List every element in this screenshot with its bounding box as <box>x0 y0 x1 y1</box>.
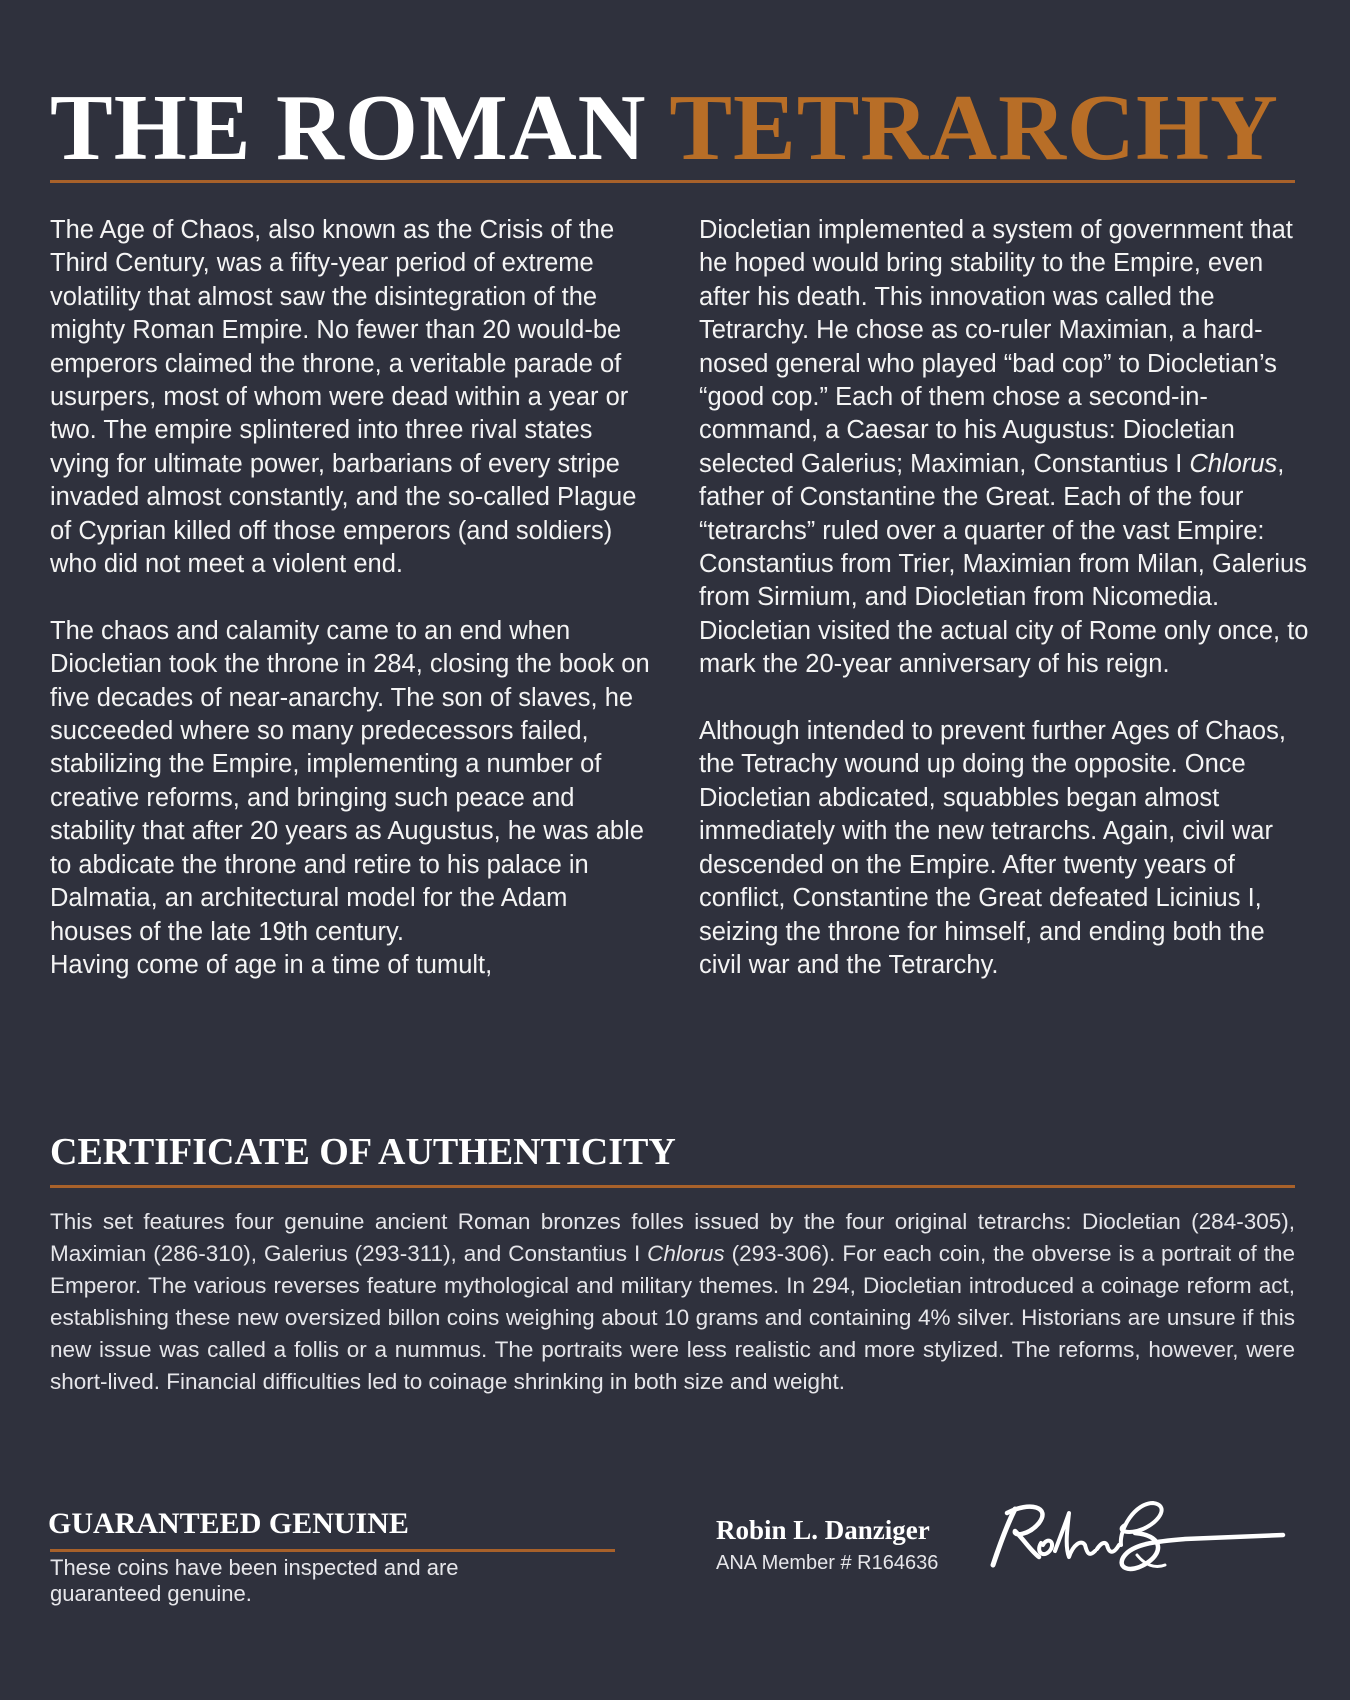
title-divider <box>50 180 1295 183</box>
certificate-text-emphasis: Chlorus <box>647 1241 725 1266</box>
right-paragraph-1-text-a: Diocletian implemented a system of government that he hoped would bring stability to the Empire, even after his death. This innovation was called the Tetrarchy. He chose as co-ruler Maximian, a hard-nosed general who played “bad cop” to Diocletian’s “good cop.” Each of them chose a second-in-command, a Caesar to his Augustus: Diocletian selected Galerius; Maximian, Constantius I <box>699 216 1293 478</box>
certificate-title: CERTIFICATE OF AUTHENTICITY <box>50 1131 676 1173</box>
right-paragraph-1-text-b: , father of Constantine the Great. Each of the four “tetrarchs” ruled over a quarter of the vast Empire: Constantius from Trier, Maximian from Milan, Galerius from Sirmium, and Diocletian from Nicomedia. Diocletian visited the actual city of Rome only once, to mark the 20-year anniversary of his reign. <box>699 449 1309 679</box>
left-paragraph-2: The chaos and calamity came to an end when Diocletian took the throne in 284, closing the book on five decades of near-anarchy. The son of slaves, he succeeded where so many predecessors failed, stabilizing the Empire, implementing a number of creative reforms, and bringing such peace and stability that after 20 years as Augustus, he was able to abdicate the throne and retire to his palace in Dalmatia, an architectural model for the Adam houses of the late 19th century. <box>50 616 650 946</box>
guarantee-text: These coins have been inspected and are guaranteed genuine. <box>50 1555 459 1606</box>
guarantee-title: GUARANTEED GENUINE <box>48 1507 409 1540</box>
title-part-accent: TETRARCHY <box>669 76 1279 180</box>
page-title <box>50 78 1279 178</box>
signer-name: Robin L. Danziger <box>716 1515 930 1545</box>
right-paragraph-1-emphasis: Chlorus <box>1189 449 1278 478</box>
signer-membership: ANA Member # R164636 <box>716 1552 939 1574</box>
title-part-white: THE ROMAN <box>50 76 647 180</box>
certificate-text <box>50 1206 1295 1398</box>
certificate-text-b: (293-306). For each coin, the obverse is a portrait of the Emperor. The various reverses feature mythological and military themes. In 294, Diocletian introduced a coinage reform act, establishing these new oversized billon coins weighing about 10 grams and containing 4% silver. Historians are unsure if this new issue was called a follis or a nummus. The portraits were less realistic and more stylized. The reforms, however, were short-lived. Financial difficulties led to coinage shrinking in both size and weight. <box>50 1241 1295 1394</box>
signature-image <box>985 1495 1290 1590</box>
guarantee-divider <box>50 1549 615 1552</box>
left-paragraph-1: The Age of Chaos, also known as the Crisis of the Third Century, was a fifty-year period of extreme volatility that almost saw the disintegration of the mighty Roman Empire. No fewer than 20 would-be emperors claimed the throne, a veritable parade of usurpers, most of whom were dead within a year or two. The empire splintered into three rival states vying for ultimate power, barbarians of every stripe invaded almost constantly, and the so-called Plague of Cyprian killed off those emperors (and soldiers) who did not meet a violent end. <box>50 216 637 579</box>
article-right-column <box>699 214 1309 982</box>
left-paragraph-3: Having come of age in a time of tumult, <box>50 950 493 979</box>
right-paragraph-2: Although intended to prevent further Ages of Chaos, the Tetrachy wound up doing the opposite. Once Diocletian abdicated, squabbles began almost immediately with the new tetrarchs. Again, civil war descended on the Empire. After twenty years of conflict, Constantine the Great defeated Licinius I, seizing the throne for himself, and ending both the civil war and the Tetrarchy. <box>699 717 1286 979</box>
certificate-divider <box>50 1185 1295 1188</box>
certificate-text-a: This set features four genuine ancient Roman bronzes folles issued by the four original tetrarchs: Diocletian (284-305), Maximian (286-310), Galerius (293-311), and Constantius I <box>50 1209 1295 1266</box>
article-left-column <box>50 214 650 982</box>
right-paragraph-1 <box>699 214 1309 682</box>
